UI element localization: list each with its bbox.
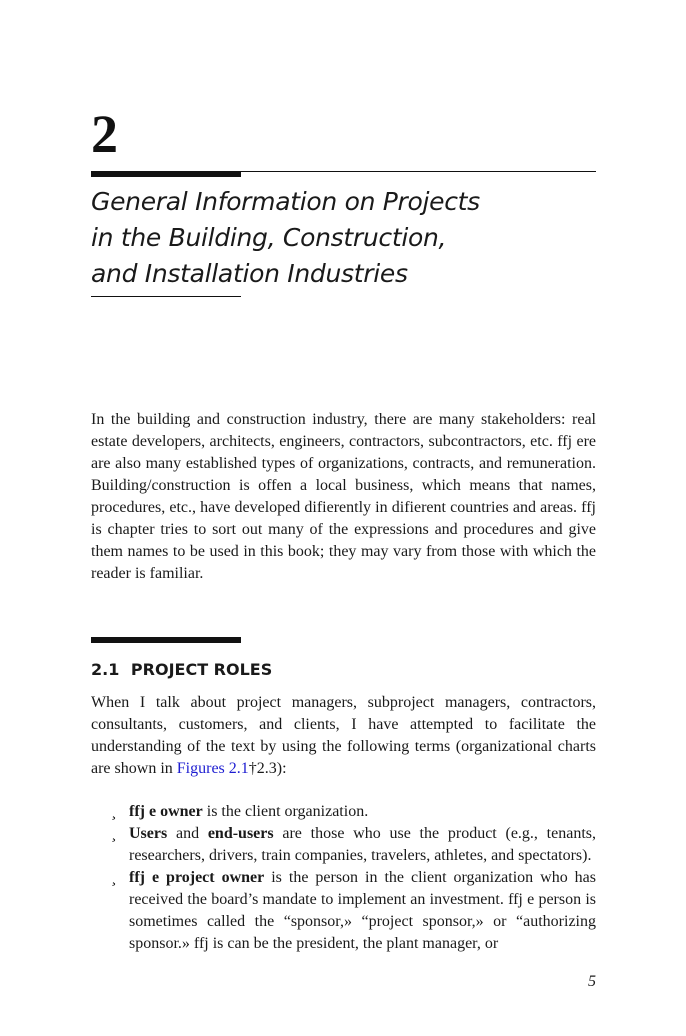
bullet-mark: ¸ bbox=[111, 803, 117, 820]
page-number: 5 bbox=[588, 973, 596, 990]
role-term: ffj e project owner bbox=[129, 869, 265, 886]
bullet-mark: ¸ bbox=[111, 825, 117, 842]
role-list bbox=[91, 801, 596, 955]
section-paragraph bbox=[91, 692, 596, 780]
chapter-rule-thin bbox=[241, 171, 596, 172]
list-item bbox=[91, 801, 596, 823]
list-item bbox=[91, 823, 596, 867]
chapter-title-line: in the Building, Construction, bbox=[91, 223, 447, 252]
role-term: ffj e owner bbox=[129, 803, 203, 820]
role-description: are those who use the product (e.g., tenants, researchers, drivers, train companies, travelers, athletes, and spectators). bbox=[129, 825, 596, 864]
role-description: is the client organization. bbox=[202, 803, 369, 820]
chapter-title-line: General Information on Projects bbox=[91, 187, 480, 216]
chapter-rule-thick bbox=[91, 171, 241, 177]
section-title: PROJECT ROLES bbox=[130, 660, 273, 679]
chapter-title bbox=[91, 184, 596, 292]
intro-paragraph: In the building and construction industry, there are many stakeholders: real estate developers, architects, engineers, contractors, subcontractors, etc. ffj ere are also many established types of organizations, contracts, and remuneration. Building/construction is offen a local business, which means that names, procedures, etc., have developed difierently in difierent countries and areas. ffj is chapter tries to sort out many of the expressions and procedures and give them names to be used in this book; they may vary from those with which the reader is familiar. bbox=[91, 411, 596, 582]
chapter-title-line: and Installation Industries bbox=[91, 259, 408, 288]
section-rule bbox=[91, 637, 241, 643]
list-item bbox=[91, 867, 596, 955]
chapter-number: 2 bbox=[91, 104, 118, 164]
role-description: is the person in the client organization who has received the board’s mandate to implement an investment. ffj e person is sometimes called the “sponsor,» “project sponsor,» or “authorizing sponsor.» ffj is can be the president, the plant manager, or bbox=[129, 869, 597, 952]
role-description: and bbox=[167, 825, 208, 842]
section-paragraph-tail: †2.3): bbox=[248, 760, 287, 777]
section-paragraph-text: When I talk about project managers, subproject managers, contractors, consultants, customers, and clients, I have attempted to facilitate the understanding of the text by using the following terms (organizational charts are shown in bbox=[91, 694, 596, 777]
role-term: Users bbox=[129, 825, 168, 842]
section-heading bbox=[91, 658, 272, 682]
bullet-mark: ¸ bbox=[111, 869, 117, 886]
section-number: 2.1 bbox=[91, 660, 120, 679]
figure-link[interactable]: Figures 2.1 bbox=[176, 760, 249, 777]
role-term: end-users bbox=[207, 825, 274, 842]
chapter-title-underline bbox=[91, 296, 241, 297]
